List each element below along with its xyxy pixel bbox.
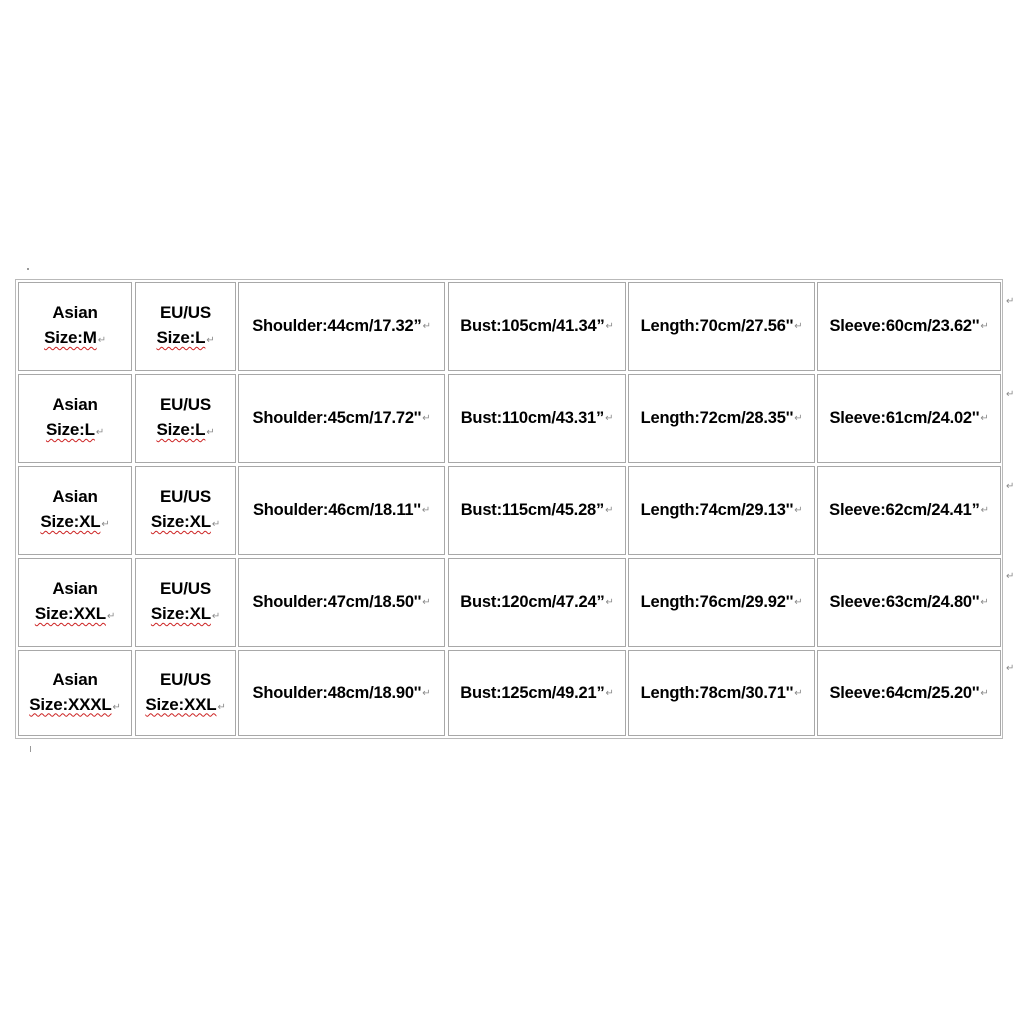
shoulder-value: Shoulder:48cm/18.90'' <box>252 683 422 702</box>
row-end-mark-icon: ↵ <box>1006 389 1015 400</box>
eu-us-size-cell <box>135 558 236 647</box>
paragraph-mark-icon: ↵ <box>605 687 614 699</box>
paragraph-mark-icon: ↵ <box>605 413 614 424</box>
paragraph-mark-icon: ↵ <box>206 427 215 438</box>
paragraph-mark-icon: ↵ <box>211 611 221 622</box>
paragraph-mark-icon: ↵ <box>97 335 106 346</box>
length-value: Length:70cm/27.56'' <box>640 317 794 335</box>
sleeve-cell <box>817 650 1001 736</box>
paragraph-mark-icon: ↵ <box>422 687 431 699</box>
eu-us-label: EU/US <box>160 395 211 414</box>
shoulder-cell <box>238 374 445 463</box>
paragraph-mark-icon: ↵ <box>794 413 803 424</box>
bust-cell <box>448 374 626 463</box>
asian-size-value: Size:XXXL <box>29 694 112 714</box>
bust-value: Bust:120cm/47.24” <box>460 593 605 611</box>
length-cell <box>628 282 815 371</box>
row-end-mark-icon: ↵ <box>1006 571 1015 582</box>
paragraph-mark-icon: ↵ <box>980 687 989 699</box>
eu-us-label: EU/US <box>160 669 211 689</box>
paragraph-mark-icon: ↵ <box>211 519 221 530</box>
row-end-mark-icon: ↵ <box>1006 296 1015 307</box>
sleeve-cell <box>817 558 1001 647</box>
eu-us-size-cell <box>135 650 236 736</box>
paragraph-mark-icon: ↵ <box>422 321 431 332</box>
paragraph-mark-icon: ↵ <box>980 413 989 424</box>
shoulder-value: Shoulder:44cm/17.32” <box>252 317 422 335</box>
bust-value: Bust:115cm/45.28” <box>460 501 605 519</box>
shoulder-cell <box>238 558 445 647</box>
asian-size-cell <box>18 466 132 555</box>
eu-us-size-cell <box>135 466 236 555</box>
paragraph-mark-icon: ↵ <box>794 597 803 608</box>
asian-label: Asian <box>52 579 98 598</box>
length-cell <box>628 558 815 647</box>
paragraph-mark-icon: ↵ <box>605 597 614 608</box>
length-value: Length:78cm/30.71'' <box>640 683 794 702</box>
paragraph-mark-icon: ↵ <box>980 321 989 332</box>
bust-value: Bust:125cm/49.21” <box>460 683 605 702</box>
row-end-mark-icon: ↵ <box>1006 481 1015 492</box>
shoulder-cell <box>238 282 445 371</box>
paragraph-mark-icon: ↵ <box>101 519 110 530</box>
bust-cell <box>448 282 626 371</box>
asian-label: Asian <box>52 487 98 506</box>
sleeve-value: Sleeve:60cm/23.62'' <box>829 317 980 335</box>
paragraph-mark-icon: ↵ <box>794 505 803 516</box>
length-value: Length:76cm/29.92'' <box>640 593 794 611</box>
paragraph-mark-icon: ↵ <box>106 611 116 622</box>
length-cell <box>628 650 815 736</box>
length-cell <box>628 374 815 463</box>
sleeve-value: Sleeve:64cm/25.20'' <box>829 683 980 702</box>
eu-us-size-cell <box>135 374 236 463</box>
bust-value: Bust:110cm/43.31” <box>460 409 605 427</box>
asian-size-value: Size:XXL <box>34 604 106 623</box>
eu-us-size-value: Size:XL <box>150 604 211 623</box>
paragraph-mark-icon: ↵ <box>794 687 803 699</box>
sleeve-value: Sleeve:63cm/24.80'' <box>829 593 980 611</box>
eu-us-label: EU/US <box>160 487 211 506</box>
eu-us-size-value: Size:L <box>156 328 206 347</box>
paragraph-mark-icon: ↵ <box>421 505 430 516</box>
asian-size-value: Size:XL <box>40 512 101 531</box>
paragraph-mark-icon: ↵ <box>980 597 989 608</box>
asian-size-cell <box>18 282 132 371</box>
eu-us-size-value: Size:XXL <box>145 694 217 714</box>
eu-us-size-cell <box>135 282 236 371</box>
cursor-mark <box>30 746 31 752</box>
stray-dot <box>27 268 29 270</box>
asian-size-value: Size:M <box>44 328 97 347</box>
bust-cell <box>448 558 626 647</box>
sleeve-cell <box>817 466 1001 555</box>
sleeve-value: Sleeve:62cm/24.41” <box>829 501 980 519</box>
size-chart-table <box>15 279 1003 739</box>
sleeve-value: Sleeve:61cm/24.02'' <box>829 409 980 427</box>
paragraph-mark-icon: ↵ <box>605 505 614 516</box>
asian-label: Asian <box>52 395 98 414</box>
row-end-mark-icon: ↵ <box>1006 663 1015 674</box>
paragraph-mark-icon: ↵ <box>422 413 431 424</box>
eu-us-size-value: Size:L <box>156 420 206 439</box>
paragraph-mark-icon: ↵ <box>112 701 121 713</box>
shoulder-value: Shoulder:46cm/18.11'' <box>253 501 421 519</box>
bust-cell <box>448 466 626 555</box>
bust-value: Bust:105cm/41.34” <box>460 317 605 335</box>
length-cell <box>628 466 815 555</box>
paragraph-mark-icon: ↵ <box>794 321 803 332</box>
bust-cell <box>448 650 626 736</box>
paragraph-mark-icon: ↵ <box>422 597 431 608</box>
paragraph-mark-icon: ↵ <box>217 701 226 713</box>
paragraph-mark-icon: ↵ <box>980 505 989 516</box>
paragraph-mark-icon: ↵ <box>95 427 105 438</box>
eu-us-label: EU/US <box>160 303 211 322</box>
length-value: Length:74cm/29.13'' <box>640 501 794 519</box>
asian-size-cell <box>18 374 132 463</box>
length-value: Length:72cm/28.35'' <box>640 409 794 427</box>
shoulder-value: Shoulder:45cm/17.72'' <box>252 409 422 427</box>
paragraph-mark-icon: ↵ <box>206 335 215 346</box>
eu-us-size-value: Size:XL <box>150 512 211 531</box>
shoulder-cell <box>238 466 445 555</box>
shoulder-cell <box>238 650 445 736</box>
asian-size-cell <box>18 558 132 647</box>
sleeve-cell <box>817 282 1001 371</box>
asian-size-cell <box>18 650 132 736</box>
eu-us-label: EU/US <box>160 579 211 598</box>
sleeve-cell <box>817 374 1001 463</box>
asian-label: Asian <box>52 303 98 322</box>
asian-size-value: Size:L <box>45 420 95 439</box>
paragraph-mark-icon: ↵ <box>605 321 614 332</box>
asian-label: Asian <box>52 669 98 689</box>
shoulder-value: Shoulder:47cm/18.50'' <box>252 593 422 611</box>
